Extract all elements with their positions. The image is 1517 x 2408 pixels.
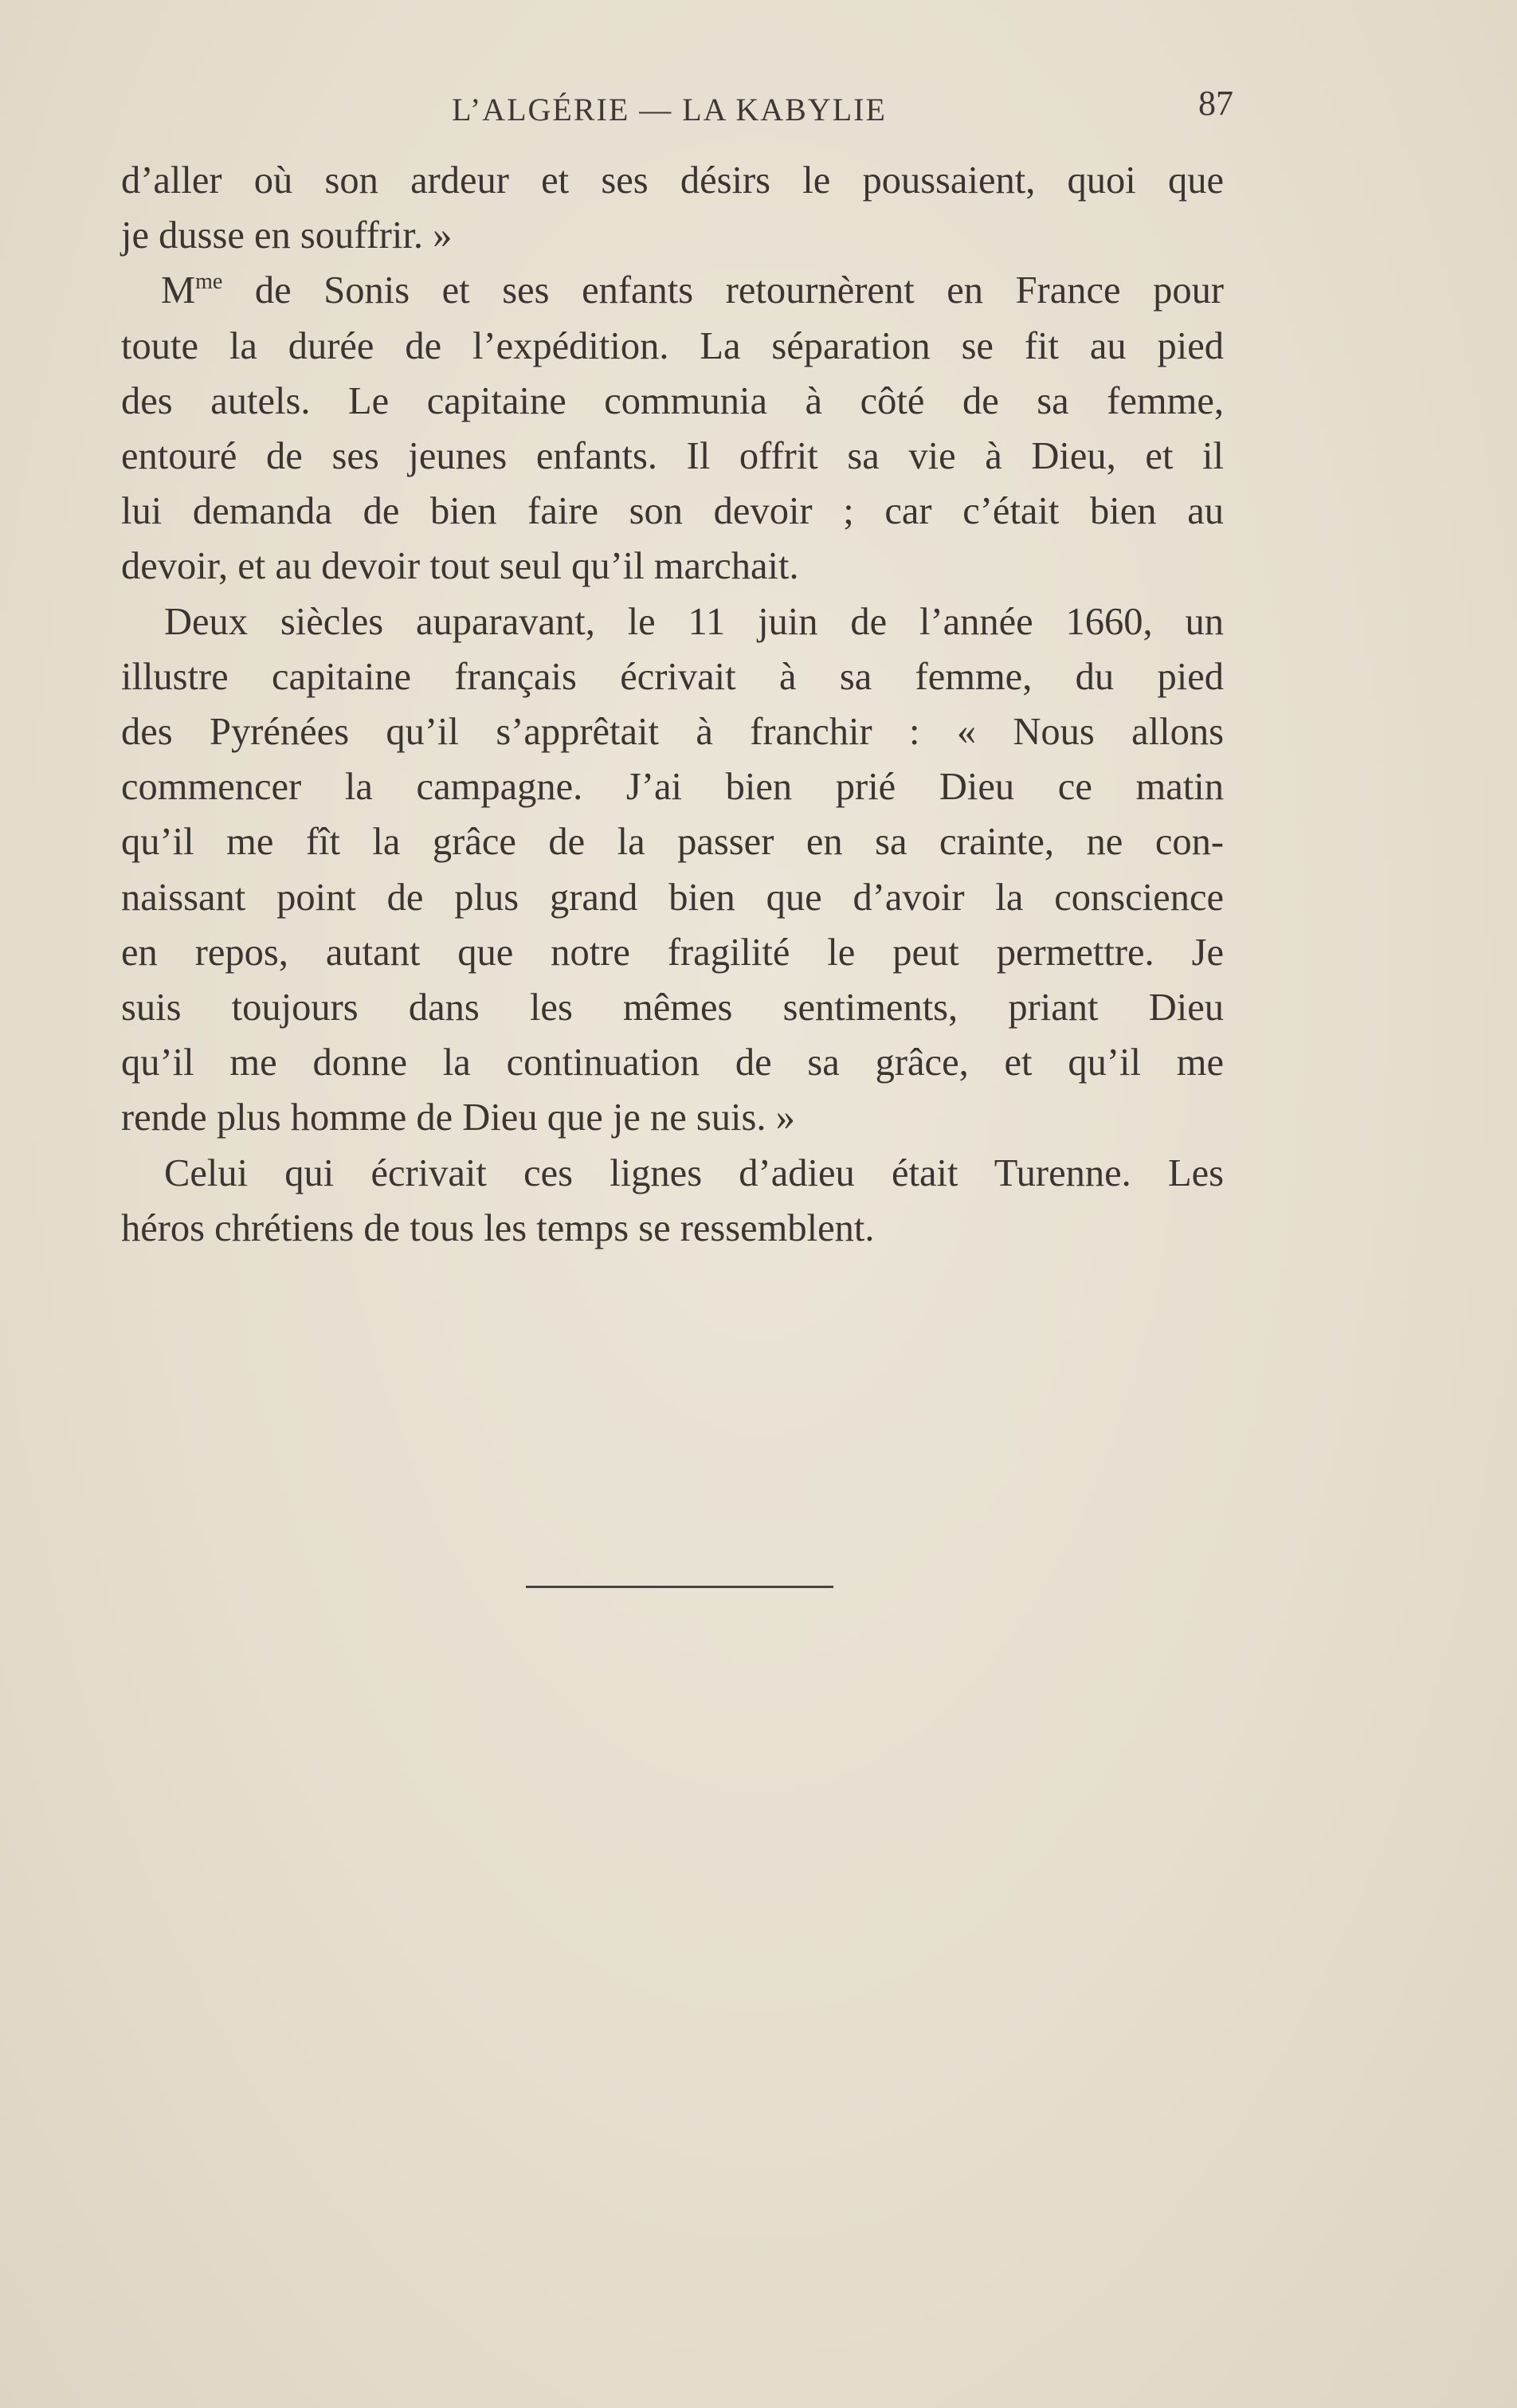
text-line: naissant point de plus grand bien que d’avoir la conscience	[121, 876, 1224, 919]
text-line: entouré de ses jeunes enfants. Il offrit sa vie à Dieu, et il	[121, 435, 1224, 478]
text-line: en repos, autant que notre fragilité le peut permettre. Je	[121, 931, 1224, 974]
text-line: devoir, et au devoir tout seul qu’il marchait.	[121, 545, 799, 588]
text-line: illustre capitaine français écrivait à sa femme, du pied	[121, 655, 1224, 698]
running-header	[127, 83, 1233, 139]
text-line: toute la durée de l’expédition. La séparation se fit au pied	[121, 324, 1224, 367]
text-line: qu’il me fît la grâce de la passer en sa crainte, ne con-	[121, 821, 1224, 864]
text-line: lui demanda de bien faire son devoir ; car c’était bien au	[121, 490, 1224, 533]
text-line-abbr	[121, 263, 1224, 318]
text-line-rest: de Sonis et ses enfants retournèrent en France pour	[254, 269, 1225, 312]
text-line: Deux siècles auparavant, le 11 juin de l’année 1660, un	[164, 600, 1224, 643]
text-line: Celui qui écrivait ces lignes d’adieu était Turenne. Les	[164, 1151, 1224, 1194]
text-line: héros chrétiens de tous les temps se ressemblent.	[121, 1206, 875, 1249]
abbr-superscript: me	[195, 269, 223, 295]
text-line: rende plus homme de Dieu que je ne suis. »	[121, 1096, 795, 1139]
text-line: qu’il me donne la continuation de sa grâce, et qu’il me	[121, 1041, 1224, 1084]
page-number: 87	[1198, 84, 1233, 123]
text-line: d’aller où son ardeur et ses désirs le poussaient, quoi que	[121, 159, 1224, 202]
text-line: des autels. Le capitaine communia à côté de sa femme,	[121, 379, 1224, 422]
text-line: je dusse en souffrir. »	[121, 214, 453, 257]
text-line: des Pyrénées qu’il s’apprêtait à franchir : « Nous allons	[121, 711, 1224, 754]
abbr-prefix: M	[161, 269, 196, 312]
text-line: suis toujours dans les mêmes sentiments, priant Dieu	[121, 986, 1224, 1029]
section-end-rule	[526, 1586, 833, 1588]
running-title: L’ALGÉRIE — LA KABYLIE	[452, 92, 887, 127]
body-text	[121, 153, 1224, 1256]
text-line: commencer la campagne. J’ai bien prié Dieu ce matin	[121, 766, 1224, 809]
